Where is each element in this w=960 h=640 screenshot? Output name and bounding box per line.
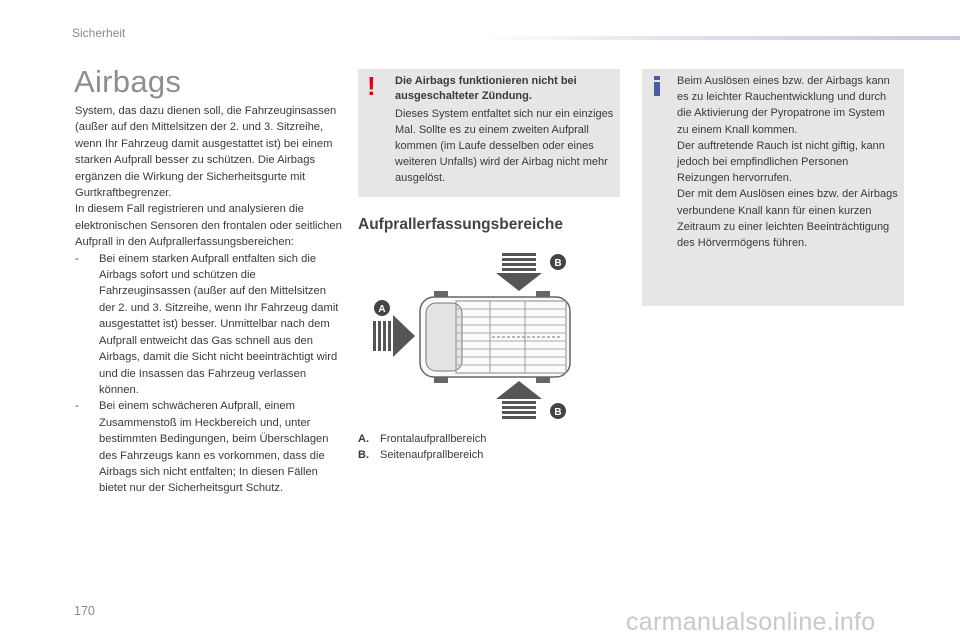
intro-paragraph-2: In diesem Fall registrieren und analysieren die elektronischen Sensoren den frontalen oder seitlichen Aufprall in den Aufprallerfassungsbereichen: xyxy=(75,203,342,249)
impact-zones-diagram xyxy=(360,245,620,427)
legend-item xyxy=(358,431,486,447)
front-impact-arrow xyxy=(373,315,415,357)
section-heading: Aufprallerfassungsbereiche xyxy=(358,216,564,233)
intro-column xyxy=(75,103,343,497)
bullet-dash: - xyxy=(75,252,79,265)
bullet-text: Bei einem starken Aufprall entfalten sich die Airbags sofort und schützen die Fahrzeuginsassen (außer auf den Mittelsitzen der 2. und 3. Sitzreihe, wenn Ihr Fahrzeug damit ausgestattet ist) besser. Unmittelbar nach dem Aufprall entweicht das Gas schnell aus den Airbags, damit die Sicht nicht beeinträchtigt wird und die Insassen das Fahrzeug verlassen können. xyxy=(99,252,339,396)
diagram-legend xyxy=(358,431,486,463)
bullet-text: Bei einem schwächeren Aufprall, einem Zusammenstoß im Heckbereich und, unter bestimmten Bedingungen, beim Überschlagen des Fahrzeugs kann es vorkommen, dass die Airbags sich nicht entfalten; In diesen Fällen bietet nur der Sicherheitsgurt Schutz. xyxy=(99,400,329,495)
legend-key: A. xyxy=(358,433,369,445)
warning-exclamation-icon: ! xyxy=(367,71,376,101)
label-a: A xyxy=(378,304,386,315)
legend-text: Frontalaufprallbereich xyxy=(380,433,487,445)
side-impact-arrow-bottom xyxy=(496,381,542,419)
label-b-top: B xyxy=(554,258,562,269)
bullet-item xyxy=(75,251,343,399)
legend-item xyxy=(358,447,486,463)
legend-text: Seitenaufprallbereich xyxy=(380,449,484,461)
info-icon xyxy=(654,76,660,96)
watermark: carmanualsonline.info xyxy=(626,608,876,636)
page-title: Airbags xyxy=(74,64,182,99)
side-impact-arrow-top xyxy=(496,253,542,291)
warning-body: Dieses System entfaltet sich nur ein einziges Mal. Sollte es zu einem zweiten Aufprall kommen (im Laufe desselben oder eines weiteren Unfalls) wird der Airbag nicht mehr ausgelöst. xyxy=(395,108,614,184)
van-top-view xyxy=(420,291,570,383)
legend-key: B. xyxy=(358,449,369,461)
info-body: Beim Auslösen eines bzw. der Airbags kann es zu leichter Rauchentwicklung und durch die Aktivierung der Pyropatrone im System zu einem Knall kommen. Der auftretende Rauch ist nicht giftig, kann jedoch bei empfindlichen Personen Reizungen hervorrufen. Der mit dem Auslösen eines bzw. der Airbags verbundene Knall kann für einen kurzen Zeitraum zu einer leichten Beeinträchtigung des Hörvermögens führen. xyxy=(677,75,898,250)
bullet-dash: - xyxy=(75,400,79,413)
section-label: Sicherheit xyxy=(72,26,126,40)
bullet-item xyxy=(75,398,343,496)
label-b-bottom: B xyxy=(554,407,562,418)
page-number: 170 xyxy=(74,604,95,618)
header-bar xyxy=(478,36,960,40)
intro-paragraph-1: System, das dazu dienen soll, die Fahrzeuginsassen (außer auf den Mittelsitzen der 2. und 3. Sitzreihe, wenn Ihr Fahrzeug damit ausgestattet ist) bei einem starken Aufprall besser zu schützen. Die Airbags ergänzen die Wirkung der Sicherheitsgurte mit Gurtkraftbegrenzer. xyxy=(75,105,337,200)
warning-title: Die Airbags funktionieren nicht bei ausgeschalteter Zündung. xyxy=(395,75,577,102)
